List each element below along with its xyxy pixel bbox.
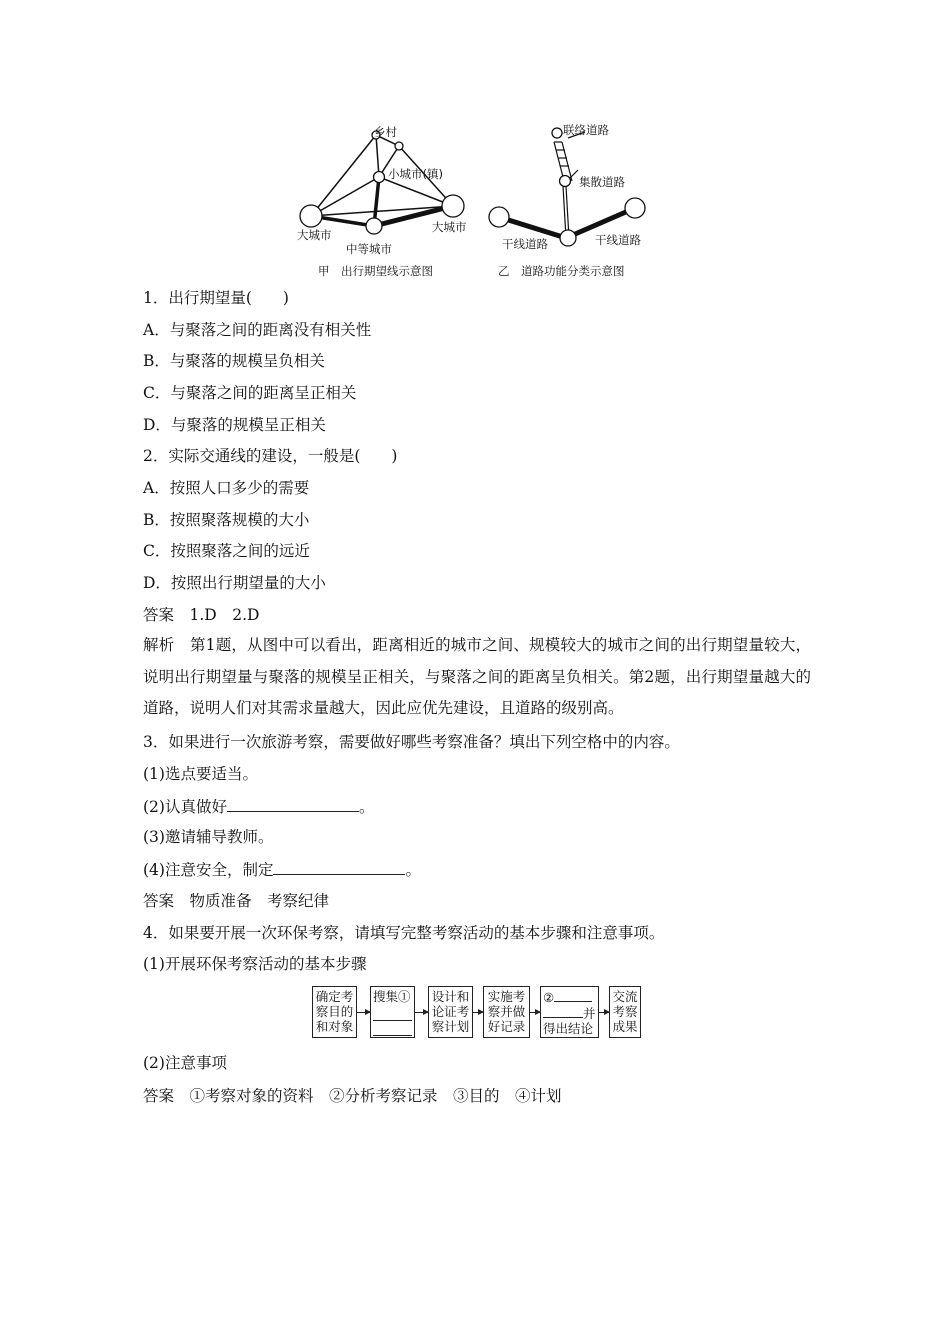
label-trunk-left: 干线道路 [502, 237, 548, 251]
flow-arrow-4 [530, 1012, 540, 1013]
medium-city-node [366, 218, 382, 234]
label-village: 乡村 [374, 125, 397, 139]
q3-item-4-text: (4)注意安全，制定 [143, 861, 274, 879]
flow-step-4: 实施考 察并做 好记录 [483, 986, 530, 1038]
q2-option-d: D．按照出行期望量的大小 [143, 574, 326, 592]
q3-item-1: (1)选点要适当。 [143, 765, 258, 783]
q3-item-4-end: 。 [405, 861, 421, 879]
flow-step-5: ② 并 得出结论 [540, 986, 599, 1038]
label-collector-road: 集散道路 [579, 175, 625, 189]
label-small-city: 小城市(镇) [388, 167, 443, 181]
analysis-q1-q2: 解析 第1题，从图中可以看出，距离相近的城市之间、规模较大的城市之间的出行期望量较大，说明出行期望量与聚落的规模呈正相关，与聚落之间的距离呈负相关。第2题，出行期望量越大的道路，说明人们对其需求量越大，因此应优先建设，且道路的级别高。 [143, 636, 811, 717]
q3-stem: 3．如果进行一次旅游考察，需要做好哪些考察准备？填出下列空格中的内容。 [143, 733, 680, 751]
flow-step-1: 确定考 察目的 和对象 [312, 986, 357, 1038]
q1-option-a: A．与聚落之间的距离没有相关性 [143, 321, 372, 339]
q3-blank-1[interactable] [227, 796, 359, 812]
big-city-left-node [300, 205, 322, 227]
q4-flowchart [312, 986, 642, 1038]
flow-step-6: 交流 考察 成果 [609, 986, 641, 1038]
link-road-node [552, 128, 562, 138]
q1-option-d: D．与聚落的规模呈正相关 [143, 416, 326, 434]
q2-option-b: B．按照聚落规模的大小 [143, 511, 310, 529]
label-big-city-right: 大城市 [432, 220, 467, 234]
flow-arrow-2 [415, 1012, 428, 1013]
q4-answer: 答案 ①考察对象的资料 ②分析考察记录 ③目的 ④计划 [143, 1087, 562, 1105]
flow-step-2-blank-a[interactable] [373, 1006, 412, 1021]
label-big-city-left: 大城市 [297, 228, 332, 242]
q4-sub2: (2)注意事项 [143, 1054, 227, 1072]
road-classification-diagram [486, 120, 656, 285]
q3-item-2-end: 。 [358, 798, 375, 816]
trunk-center-node [560, 230, 576, 246]
label-medium-city: 中等城市 [346, 242, 392, 256]
caption-yi: 乙 道路功能分类示意图 [498, 264, 625, 278]
flow-arrow-3 [473, 1012, 483, 1013]
q3-item-4 [143, 859, 421, 880]
label-trunk-right: 干线道路 [595, 233, 641, 247]
flow-arrow-1 [357, 1012, 370, 1013]
answer-q1-q2: 答案 1.D 2.D [143, 606, 260, 624]
figure-yi [486, 120, 656, 285]
q3-blank-2[interactable] [273, 859, 405, 875]
label-link-road: 联络道路 [563, 123, 609, 137]
collector-road-node [560, 176, 571, 187]
flow-arrow-5 [599, 1012, 609, 1013]
q2-stem: 2．实际交通线的建设，一般是( ) [143, 447, 398, 465]
flow-step-5-blank-a[interactable] [554, 989, 592, 1002]
expectation-line-diagram [290, 120, 480, 285]
big-city-right-node [442, 195, 464, 217]
caption-jia: 甲 出行期望线示意图 [318, 264, 433, 278]
q3-item-2-text: (2)认真做好 [143, 798, 227, 816]
flow-step-2-blank-b[interactable] [373, 1021, 412, 1036]
q4-sub1: (1)开展环保考察活动的基本步骤 [143, 955, 367, 973]
q1-stem: 1．出行期望量( ) [143, 289, 289, 307]
small-city-node [374, 172, 385, 183]
figure-jia [290, 120, 480, 285]
flow-step-5-blank-b[interactable] [543, 1005, 583, 1018]
q1-option-c: C．与聚落之间的距离呈正相关 [143, 384, 357, 402]
trunk-right-node [625, 198, 645, 218]
q2-option-a: A．按照人口多少的需要 [143, 479, 310, 497]
q4-stem: 4．如果要开展一次环保考察，请填写完整考察活动的基本步骤和注意事项。 [143, 924, 665, 942]
q1-option-b: B．与聚落的规模呈负相关 [143, 352, 325, 370]
q3-item-2 [143, 796, 374, 817]
trunk-left-node [489, 207, 509, 227]
flow-step-3: 设计和 论证考 察计划 [428, 986, 473, 1038]
q2-option-c: C．按照聚落之间的远近 [143, 542, 310, 560]
village-node-2 [395, 142, 403, 150]
flow-step-2: 搜集① [370, 986, 415, 1038]
q3-answer: 答案 物质准备 考察纪律 [143, 892, 330, 910]
q3-item-3: (3)邀请辅导教师。 [143, 828, 274, 846]
